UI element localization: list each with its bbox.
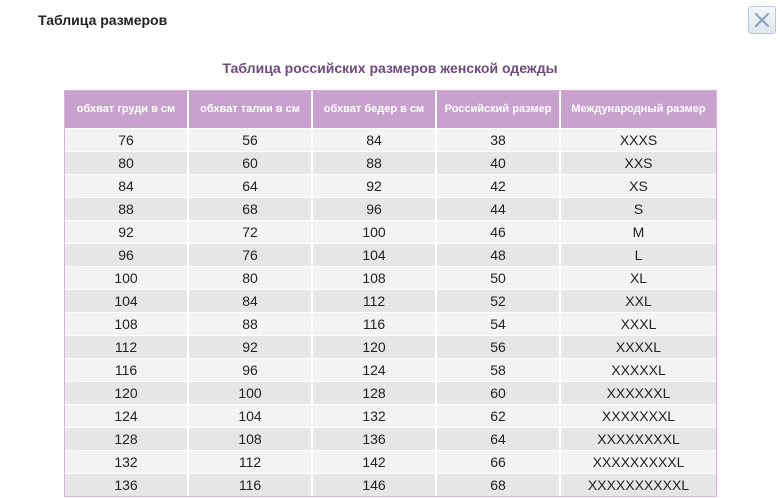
table-row [65, 289, 716, 312]
russian-size-cell: 68 [437, 473, 561, 496]
waist-cell: 80 [189, 266, 313, 289]
waist-cell: 92 [189, 335, 313, 358]
table-row [65, 450, 716, 473]
russian-size-cell: 48 [437, 243, 561, 266]
international-size-cell: XXXXL [561, 335, 716, 358]
table-row [65, 266, 716, 289]
waist-cell: 96 [189, 358, 313, 381]
russian-size-cell: 58 [437, 358, 561, 381]
waist-cell: 68 [189, 197, 313, 220]
waist-cell: 100 [189, 381, 313, 404]
bust-cell: 80 [65, 151, 189, 174]
bust-cell: 88 [65, 197, 189, 220]
russian-size-cell: 64 [437, 427, 561, 450]
hips-cell: 108 [313, 266, 437, 289]
table-row [65, 358, 716, 381]
international-size-cell: XXXL [561, 312, 716, 335]
header-waist: обхват талии в см [189, 91, 313, 128]
table-row [65, 312, 716, 335]
bust-cell: 84 [65, 174, 189, 197]
waist-cell: 60 [189, 151, 313, 174]
russian-size-cell: 50 [437, 266, 561, 289]
russian-size-cell: 40 [437, 151, 561, 174]
bust-cell: 92 [65, 220, 189, 243]
table-row [65, 151, 716, 174]
russian-size-cell: 56 [437, 335, 561, 358]
table-row [65, 335, 716, 358]
waist-cell: 56 [189, 128, 313, 151]
hips-cell: 88 [313, 151, 437, 174]
waist-cell: 76 [189, 243, 313, 266]
table-row [65, 197, 716, 220]
header-hips: обхват бедер в см [313, 91, 437, 128]
bust-cell: 120 [65, 381, 189, 404]
international-size-cell: M [561, 220, 716, 243]
hips-cell: 104 [313, 243, 437, 266]
international-size-cell: XS [561, 174, 716, 197]
bust-cell: 96 [65, 243, 189, 266]
bust-cell: 100 [65, 266, 189, 289]
hips-cell: 136 [313, 427, 437, 450]
table-row [65, 404, 716, 427]
table-row [65, 243, 716, 266]
international-size-cell: XXXXXXXXXL [561, 450, 716, 473]
hips-cell: 112 [313, 289, 437, 312]
waist-cell: 72 [189, 220, 313, 243]
header-russian-size: Российский размер [437, 91, 561, 128]
table-row [65, 381, 716, 404]
size-table [64, 90, 717, 497]
international-size-cell: XXXS [561, 128, 716, 151]
international-size-cell: S [561, 197, 716, 220]
table-row [65, 174, 716, 197]
bust-cell: 108 [65, 312, 189, 335]
table-body [65, 128, 716, 496]
international-size-cell: XXXXXXXL [561, 404, 716, 427]
international-size-cell: XXXXXXL [561, 381, 716, 404]
international-size-cell: XL [561, 266, 716, 289]
russian-size-cell: 62 [437, 404, 561, 427]
table-header-row [65, 91, 716, 128]
close-x-icon [753, 11, 771, 29]
table-row [65, 473, 716, 496]
header-international-size: Международный размер [561, 91, 716, 128]
hips-cell: 120 [313, 335, 437, 358]
table-row [65, 427, 716, 450]
hips-cell: 132 [313, 404, 437, 427]
bust-cell: 116 [65, 358, 189, 381]
russian-size-cell: 44 [437, 197, 561, 220]
bust-cell: 112 [65, 335, 189, 358]
international-size-cell: L [561, 243, 716, 266]
waist-cell: 112 [189, 450, 313, 473]
russian-size-cell: 52 [437, 289, 561, 312]
hips-cell: 128 [313, 381, 437, 404]
table-caption: Таблица российских размеров женской одежды [222, 60, 558, 76]
hips-cell: 116 [313, 312, 437, 335]
header-bust: обхват груди в см [65, 91, 189, 128]
waist-cell: 88 [189, 312, 313, 335]
international-size-cell: XXXXXXXXL [561, 427, 716, 450]
dialog-title: Таблица размеров [38, 12, 168, 28]
hips-cell: 142 [313, 450, 437, 473]
close-button[interactable] [748, 6, 776, 34]
waist-cell: 104 [189, 404, 313, 427]
russian-size-cell: 66 [437, 450, 561, 473]
hips-cell: 84 [313, 128, 437, 151]
waist-cell: 84 [189, 289, 313, 312]
hips-cell: 92 [313, 174, 437, 197]
hips-cell: 100 [313, 220, 437, 243]
bust-cell: 136 [65, 473, 189, 496]
international-size-cell: XXS [561, 151, 716, 174]
bust-cell: 132 [65, 450, 189, 473]
waist-cell: 64 [189, 174, 313, 197]
russian-size-cell: 38 [437, 128, 561, 151]
bust-cell: 104 [65, 289, 189, 312]
hips-cell: 124 [313, 358, 437, 381]
international-size-cell: XXL [561, 289, 716, 312]
hips-cell: 96 [313, 197, 437, 220]
hips-cell: 146 [313, 473, 437, 496]
russian-size-cell: 54 [437, 312, 561, 335]
bust-cell: 128 [65, 427, 189, 450]
russian-size-cell: 46 [437, 220, 561, 243]
international-size-cell: XXXXXXXXXXL [561, 473, 716, 496]
table-row [65, 128, 716, 151]
russian-size-cell: 42 [437, 174, 561, 197]
international-size-cell: XXXXXL [561, 358, 716, 381]
bust-cell: 124 [65, 404, 189, 427]
waist-cell: 108 [189, 427, 313, 450]
waist-cell: 116 [189, 473, 313, 496]
russian-size-cell: 60 [437, 381, 561, 404]
table-row [65, 220, 716, 243]
bust-cell: 76 [65, 128, 189, 151]
